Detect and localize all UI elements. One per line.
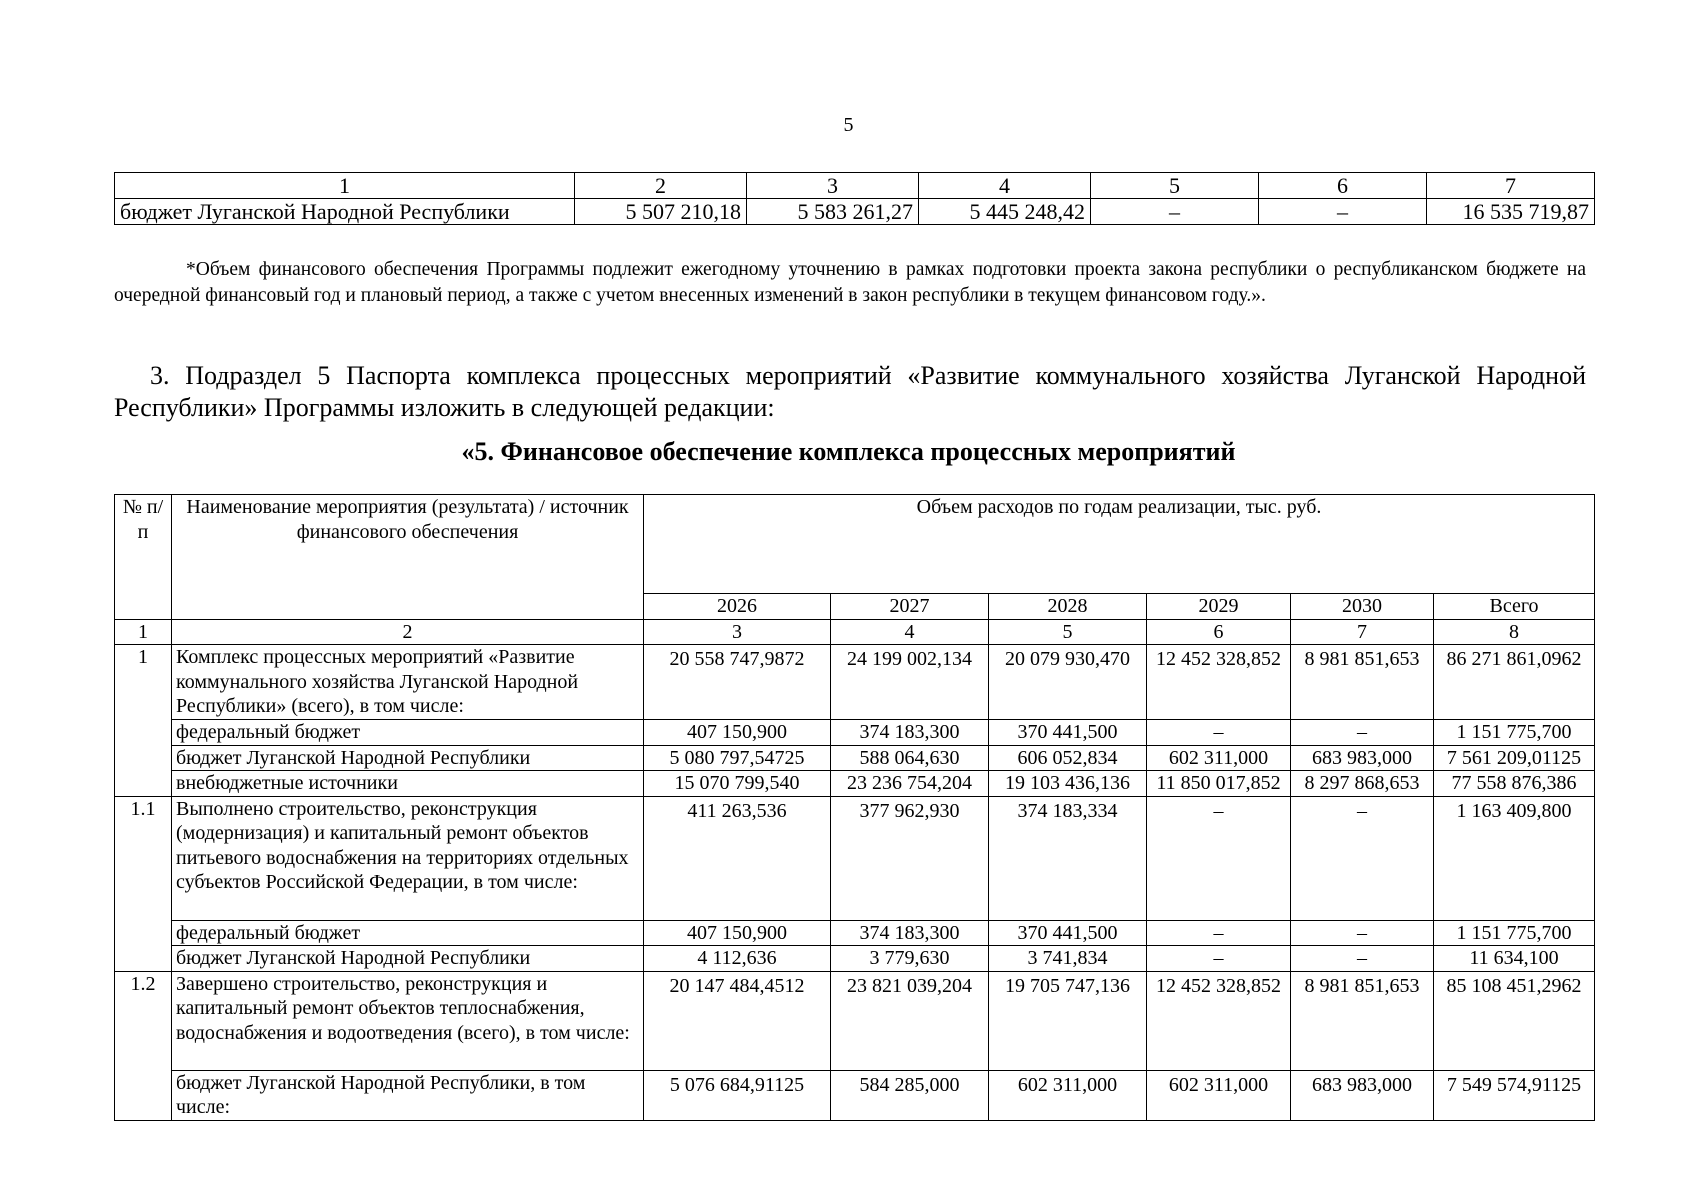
total-cell: 7 561 209,01125 xyxy=(1434,745,1595,771)
section-title: «5. Финансовое обеспечение комплекса процессных мероприятий xyxy=(461,437,1236,466)
total-cell: 85 108 451,2962 xyxy=(1434,971,1595,1070)
header-name: Наименование мероприятия (результата) / источник финансового обеспечения xyxy=(172,495,644,620)
table-row xyxy=(115,1070,1595,1120)
value-cell: 602 311,000 xyxy=(1147,1070,1291,1120)
value-cell: – xyxy=(1291,796,1434,920)
table-row xyxy=(115,796,1595,920)
row-number: 1.1 xyxy=(115,796,172,971)
column-number: 2 xyxy=(575,173,747,199)
value-cell: 407 150,900 xyxy=(644,920,831,946)
top-budget-table xyxy=(114,172,1595,225)
value-cell: – xyxy=(1147,946,1291,972)
row-name: Выполнено строительство, реконструкция (модернизация) и капитальный ремонт объектов питьевого водоснабжения на территориях отдельных субъектов Российской Федерации, в том числе: xyxy=(172,796,644,920)
value-cell: 370 441,500 xyxy=(989,920,1147,946)
value-cell: 374 183,300 xyxy=(831,920,989,946)
row-name: Завершено строительство, реконструкция и капитальный ремонт объектов теплоснабжения, водоснабжения и водоотведения (всего), в том числе: xyxy=(172,971,644,1070)
total-cell: 16 535 719,87 xyxy=(1427,199,1595,225)
value-cell: – xyxy=(1147,796,1291,920)
value-cell: 5 507 210,18 xyxy=(575,199,747,225)
table-row xyxy=(115,946,1595,972)
column-number: 5 xyxy=(1091,173,1259,199)
value-cell: – xyxy=(1291,720,1434,746)
value-cell: 8 981 851,653 xyxy=(1291,645,1434,720)
total-cell: 1 151 775,700 xyxy=(1434,720,1595,746)
value-cell: 5 076 684,91125 xyxy=(644,1070,831,1120)
value-cell: 588 064,630 xyxy=(831,745,989,771)
row-name: бюджет Луганской Народной Республики xyxy=(172,946,644,972)
row-name: внебюджетные источники xyxy=(172,771,644,797)
value-cell: 374 183,300 xyxy=(831,720,989,746)
value-cell: 4 112,636 xyxy=(644,946,831,972)
column-number: 3 xyxy=(644,619,831,645)
total-cell: 86 271 861,0962 xyxy=(1434,645,1595,720)
value-cell: 20 558 747,9872 xyxy=(644,645,831,720)
column-number: 4 xyxy=(919,173,1091,199)
value-cell: 5 080 797,54725 xyxy=(644,745,831,771)
total-cell: 7 549 574,91125 xyxy=(1434,1070,1595,1120)
column-number: 3 xyxy=(747,173,919,199)
value-cell: 19 103 436,136 xyxy=(989,771,1147,797)
value-cell: 374 183,334 xyxy=(989,796,1147,920)
total-cell: 77 558 876,386 xyxy=(1434,771,1595,797)
value-cell: – xyxy=(1291,920,1434,946)
value-cell: 3 741,834 xyxy=(989,946,1147,972)
header-volume: Объем расходов по годам реализации, тыс. руб. xyxy=(644,495,1595,594)
value-cell: 20 079 930,470 xyxy=(989,645,1147,720)
column-number: 1 xyxy=(115,619,172,645)
footnote: *Объем финансового обеспечения Программы подлежит ежегодному уточнению в рамках подготовки проекта закона республики о республиканском бюджете на очередной финансовый год и плановый период, а также с учетом внесенных изменений в закон республики в текущем финансовом году.». xyxy=(114,259,1586,306)
value-cell: 5 445 248,42 xyxy=(919,199,1091,225)
column-number-row xyxy=(115,619,1595,645)
total-cell: 1 151 775,700 xyxy=(1434,920,1595,946)
value-cell: 407 150,900 xyxy=(644,720,831,746)
year-header: 2030 xyxy=(1291,594,1434,620)
table-row xyxy=(115,199,1595,225)
total-cell: 11 634,100 xyxy=(1434,946,1595,972)
value-cell: 683 983,000 xyxy=(1291,1070,1434,1120)
row-name: бюджет Луганской Народной Республики, в том числе: xyxy=(172,1070,644,1120)
value-cell: 11 850 017,852 xyxy=(1147,771,1291,797)
header-num: № п/п xyxy=(115,495,172,620)
table-header-row xyxy=(115,173,1595,199)
value-cell: 12 452 328,852 xyxy=(1147,645,1291,720)
column-number: 2 xyxy=(172,619,644,645)
value-cell: 377 962,930 xyxy=(831,796,989,920)
row-name: федеральный бюджет xyxy=(172,920,644,946)
total-cell: 1 163 409,800 xyxy=(1434,796,1595,920)
value-cell: 23 236 754,204 xyxy=(831,771,989,797)
page-number: 5 xyxy=(843,114,854,136)
column-number: 4 xyxy=(831,619,989,645)
value-cell: 24 199 002,134 xyxy=(831,645,989,720)
row-name: федеральный бюджет xyxy=(172,720,644,746)
column-number: 6 xyxy=(1259,173,1427,199)
value-cell: – xyxy=(1259,199,1427,225)
value-cell: 584 285,000 xyxy=(831,1070,989,1120)
value-cell: – xyxy=(1147,920,1291,946)
value-cell: 3 779,630 xyxy=(831,946,989,972)
column-number: 8 xyxy=(1434,619,1595,645)
year-header: 2029 xyxy=(1147,594,1291,620)
amendment-paragraph: 3. Подраздел 5 Паспорта комплекса процессных мероприятий «Развитие коммунального хозяйства Луганской Народной Республики» Программы изложить в следующей редакции: xyxy=(114,361,1586,422)
table-row xyxy=(115,745,1595,771)
total-header: Всего xyxy=(1434,594,1595,620)
column-number: 1 xyxy=(115,173,575,199)
row-number: 1.2 xyxy=(115,971,172,1120)
table-row xyxy=(115,771,1595,797)
value-cell: 8 981 851,653 xyxy=(1291,971,1434,1070)
table-row xyxy=(115,971,1595,1070)
table-row xyxy=(115,645,1595,720)
value-cell: – xyxy=(1147,720,1291,746)
year-header: 2027 xyxy=(831,594,989,620)
value-cell: 15 070 799,540 xyxy=(644,771,831,797)
value-cell: 12 452 328,852 xyxy=(1147,971,1291,1070)
row-number: 1 xyxy=(115,645,172,797)
column-number: 6 xyxy=(1147,619,1291,645)
value-cell: – xyxy=(1291,946,1434,972)
table-row xyxy=(115,720,1595,746)
value-cell: 19 705 747,136 xyxy=(989,971,1147,1070)
financing-table xyxy=(114,494,1595,1121)
column-number: 5 xyxy=(989,619,1147,645)
year-header: 2028 xyxy=(989,594,1147,620)
column-number: 7 xyxy=(1291,619,1434,645)
table-header-row xyxy=(115,495,1595,594)
row-name: бюджет Луганской Народной Республики xyxy=(172,745,644,771)
value-cell: 602 311,000 xyxy=(989,1070,1147,1120)
value-cell: 602 311,000 xyxy=(1147,745,1291,771)
row-name: Комплекс процессных мероприятий «Развитие коммунального хозяйства Луганской Народной Республики» (всего), в том числе: xyxy=(172,645,644,720)
value-cell: 23 821 039,204 xyxy=(831,971,989,1070)
value-cell: 20 147 484,4512 xyxy=(644,971,831,1070)
table-row xyxy=(115,920,1595,946)
budget-source-cell: бюджет Луганской Народной Республики xyxy=(115,199,575,225)
value-cell: – xyxy=(1091,199,1259,225)
column-number: 7 xyxy=(1427,173,1595,199)
year-header: 2026 xyxy=(644,594,831,620)
value-cell: 606 052,834 xyxy=(989,745,1147,771)
value-cell: 370 441,500 xyxy=(989,720,1147,746)
value-cell: 8 297 868,653 xyxy=(1291,771,1434,797)
value-cell: 683 983,000 xyxy=(1291,745,1434,771)
value-cell: 411 263,536 xyxy=(644,796,831,920)
value-cell: 5 583 261,27 xyxy=(747,199,919,225)
